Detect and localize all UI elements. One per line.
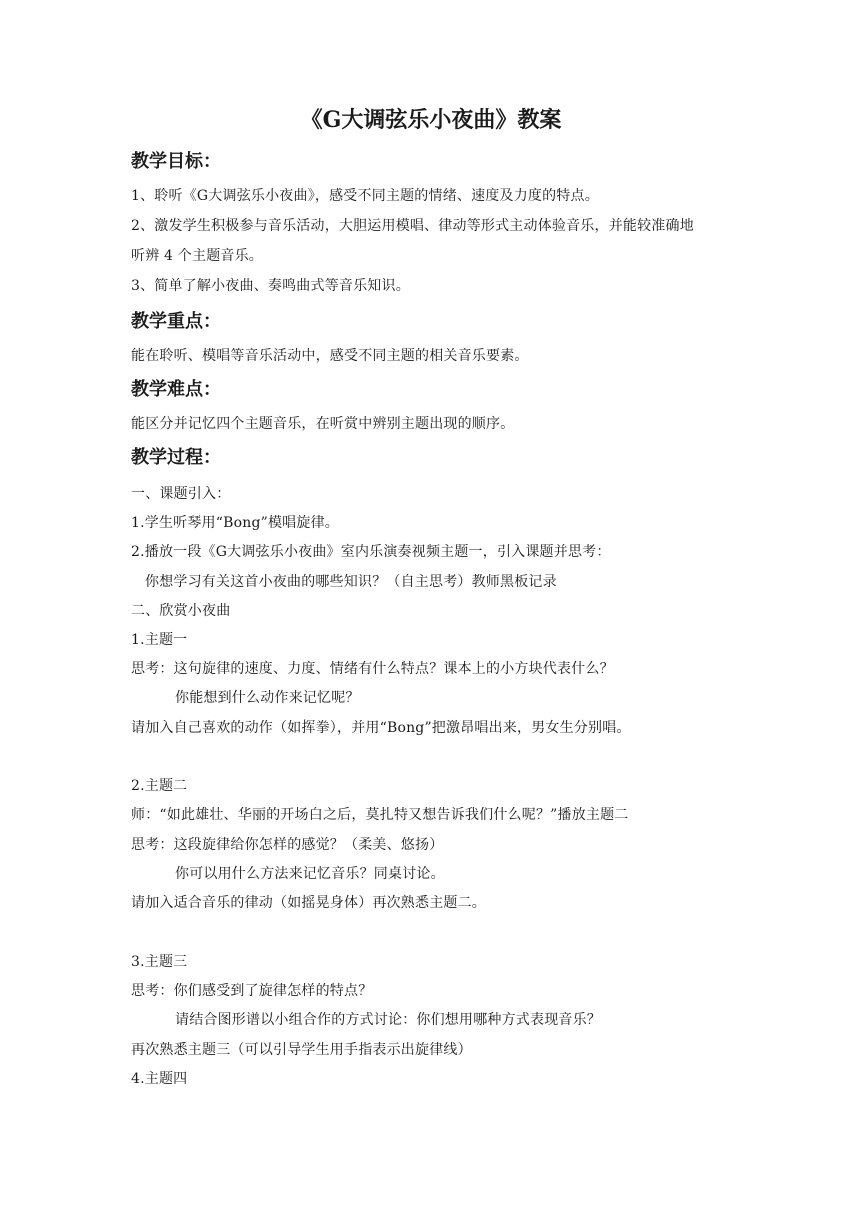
process-line: 思考：这句旋律的速度、力度、情绪有什么特点？课本上的小方块代表什么？: [131, 661, 614, 677]
process-line: 思考：这段旋律给你怎样的感觉？（柔美、悠扬）: [131, 837, 444, 853]
difficulties-text: 能区分并记忆四个主题音乐，在听赏中辨别主题出现的顺序。: [131, 416, 515, 432]
theme-2-heading: 2.主题二: [131, 778, 188, 794]
process-line: 请加入适合音乐的律动（如摇晃身体）再次熟悉主题二。: [131, 895, 486, 911]
process-line: 1.学生听琴用“Bong”模唱旋律。: [131, 515, 339, 531]
process-line: 再次熟悉主题三（可以引导学生用手指表示出旋律线）: [131, 1042, 472, 1058]
process-section-appreciation: 二、欣赏小夜曲: [131, 603, 231, 619]
key-points-heading: 教学重点：: [131, 311, 221, 332]
process-line: 2.播放一段《G大调弦乐小夜曲》室内乐演奏视频主题一，引入课题并思考：: [131, 544, 611, 560]
process-line: 你能想到什么动作来记忆呢？: [175, 690, 360, 706]
key-points-text: 能在聆听、模唱等音乐活动中，感受不同主题的相关音乐要素。: [131, 348, 529, 364]
objective-item-2: 2、激发学生积极参与音乐活动，大胆运用模唱、律动等形式主动体验音乐，并能较准确地: [131, 218, 694, 234]
difficulties-heading: 教学难点：: [131, 379, 221, 400]
process-line: 思考：你们感受到了旋律怎样的特点？: [131, 983, 373, 999]
theme-4-heading: 4.主题四: [131, 1071, 188, 1087]
theme-1-heading: 1.主题一: [131, 632, 188, 648]
process-heading: 教学过程：: [131, 447, 221, 468]
theme-3-heading: 3.主题三: [131, 954, 188, 970]
objective-item-3: 3、简单了解小夜曲、奏鸣曲式等音乐知识。: [131, 278, 410, 294]
objectives-heading: 教学目标：: [131, 151, 221, 172]
document-title: 《G大调弦乐小夜曲》教案: [300, 107, 562, 133]
process-section-intro: 一、课题引入：: [131, 486, 231, 502]
document-page: [131, 0, 731, 1216]
process-line: 师：“如此雄壮、华丽的开场白之后，莫扎特又想告诉我们什么呢？”播放主题二: [131, 807, 629, 823]
process-line: 请结合图形谱以小组合作的方式讨论：你们想用哪种方式表现音乐？: [175, 1012, 601, 1028]
process-line: 你可以用什么方法来记忆音乐？同桌讨论。: [175, 866, 445, 882]
objective-item-2-cont: 听辨 4 个主题音乐。: [131, 248, 264, 264]
process-line: 你想学习有关这首小夜曲的哪些知识？（自主思考）教师黑板记录: [145, 574, 557, 590]
process-line: 请加入自己喜欢的动作（如挥拳），并用“Bong”把激昂唱出来，男女生分别唱。: [131, 720, 631, 736]
objective-item-1: 1、聆听《G大调弦乐小夜曲》，感受不同主题的情绪、速度及力度的特点。: [131, 188, 599, 204]
